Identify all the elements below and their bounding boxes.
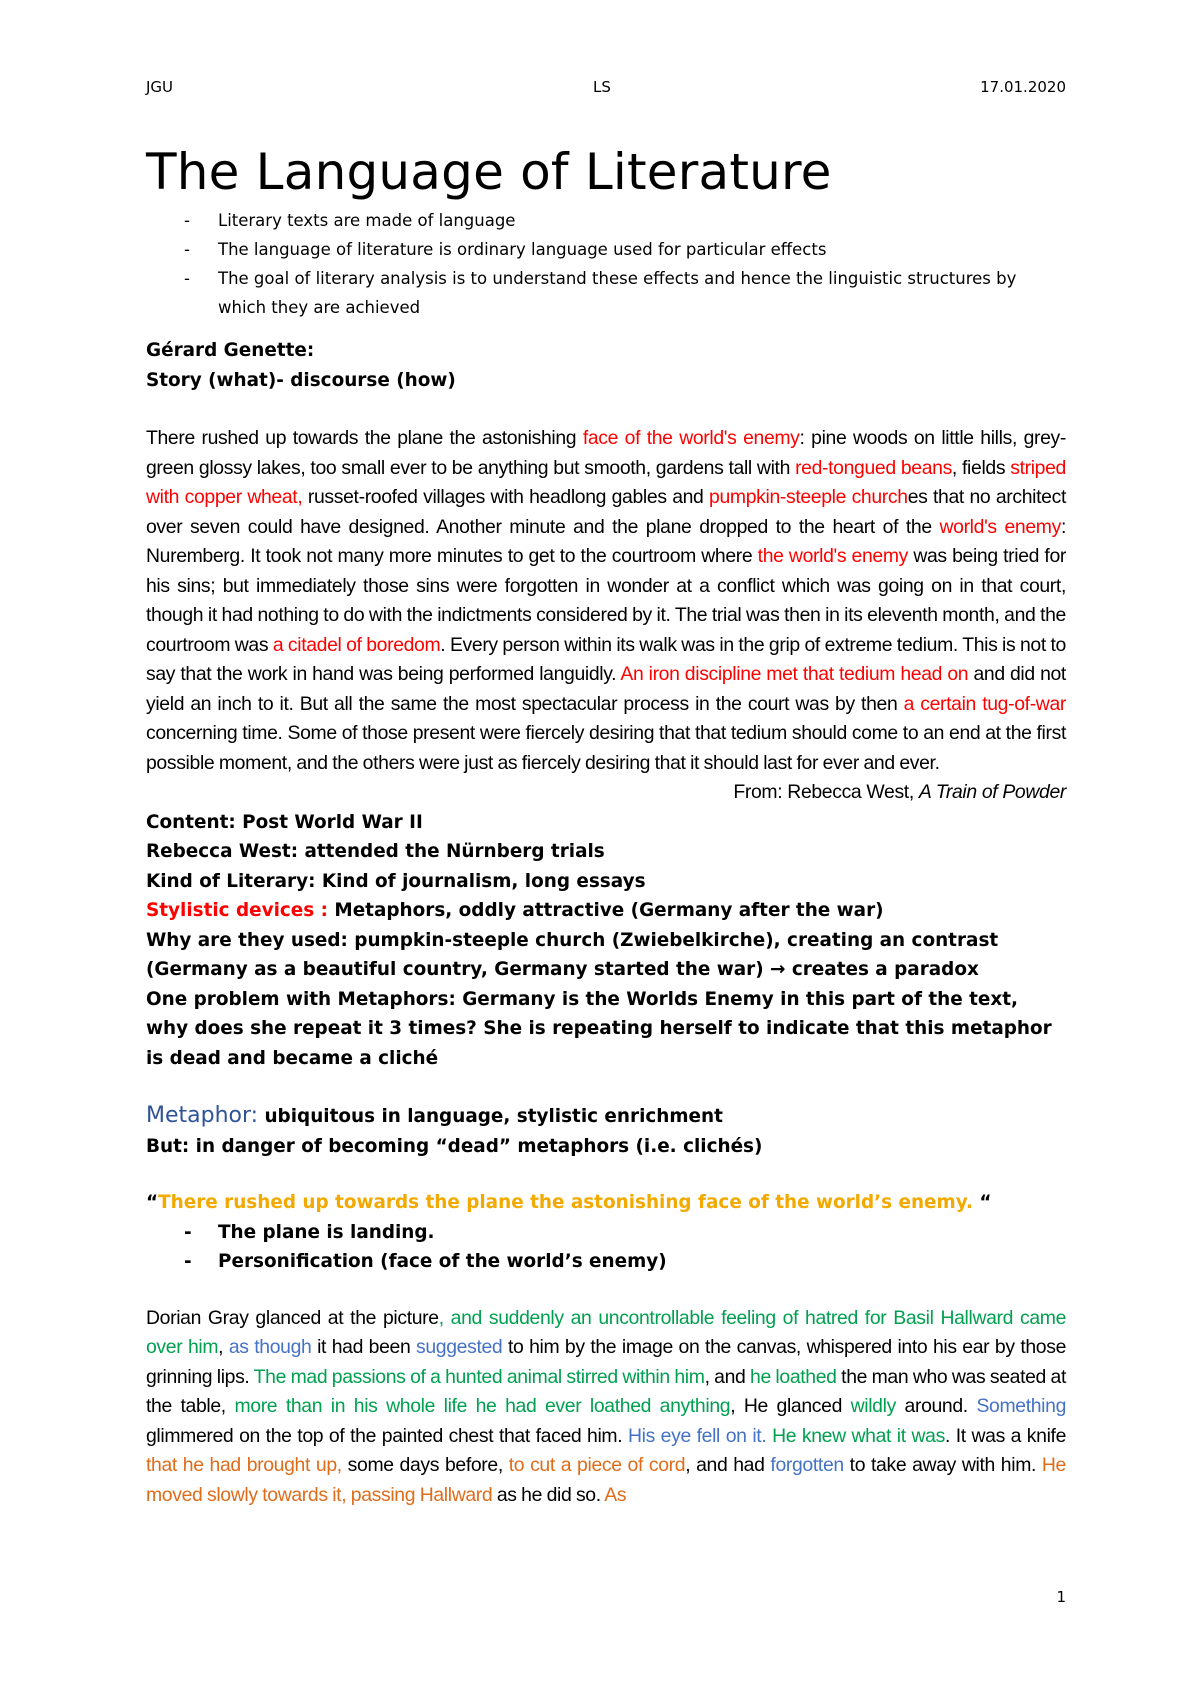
list-item: - Literary texts are made of language [146, 206, 1066, 235]
passage-segment-highlight: The mad passions of a hunted animal stirred within him [253, 1365, 705, 1388]
passage-segment-highlight: world's enemy [939, 515, 1061, 538]
note-why: Why are they used: pumpkin-steeple church (Zwiebelkirche), creating an contrast (Germany as a beautiful country, Germany started the war) [146, 929, 999, 980]
passage-segment: There rushed up towards the plane the astonishing [146, 427, 583, 449]
arrow-icon: → [770, 959, 786, 980]
passage-segment-highlight: he loathed [750, 1365, 837, 1388]
passage-segment-highlight: to cut a piece of cord [508, 1454, 686, 1476]
passage-segment: . It was a knife [944, 1424, 1067, 1447]
passage-segment: to take away with him. [843, 1454, 1042, 1476]
passage-segment-highlight: red-tongued beans [795, 456, 952, 479]
quote-section [146, 1188, 1066, 1277]
note-problem: One problem with Metaphors: Germany is the Worlds Enemy in this part of the text, why does she repeat it 3 times? She is repeating herself to indicate that this metaphor is dead and became a cliché [146, 988, 1052, 1069]
passage-segment: , and had [685, 1454, 771, 1476]
metaphor-section [146, 1101, 1066, 1161]
passage-segment: Dorian Gray glanced at the picture [146, 1306, 439, 1329]
passage-segment-highlight: As [604, 1483, 627, 1506]
passage-segment: concerning time. Some of those present were fiercely desiring that that tedium should come to an end at the first possible moment, and the others were just as fiercely desiring that it should last for ever and ever. [146, 722, 1066, 774]
passage-segment-highlight: forgotten [770, 1454, 844, 1476]
list-item: - Personification (face of the world’s enemy) [146, 1247, 1066, 1277]
passage-segment-highlight: , and suddenly an uncontrollable feeling of hatred for Basil Hallward came over him [146, 1306, 1067, 1358]
document-body [146, 140, 1066, 1510]
passage-segment: glimmered on the top of the painted chest that faced him. [146, 1424, 628, 1447]
passage-segment-highlight: striped with copper wheat, [146, 456, 1066, 508]
genette-name: Gérard Genette: [146, 340, 315, 361]
list-item: - The goal of literary analysis is to understand these effects and hence the linguistic structures by which they are achieved [146, 264, 1066, 322]
passage-segment-highlight: His eye fell on it. [628, 1424, 767, 1447]
passage-dorian [146, 1304, 1066, 1511]
list-item: - The plane is landing. [146, 1218, 1066, 1248]
passage-segment: to him by the image on the canvas, whispered into his ear by those grinning lips. [146, 1336, 1067, 1388]
intro-list [146, 206, 1066, 322]
passage-segment: : pine woods on little hills, grey-green glossy lakes, too small ever to be anything but smooth, gardens tall with [146, 427, 1066, 479]
passage-segment-highlight: that he had brought up, [146, 1454, 342, 1476]
genette-section [146, 336, 1066, 395]
passage-segment: . Every person within its walk was in the grip of extreme tedium. This is not to say that the work in hand was being performed languidly. [146, 633, 1066, 685]
passage-segment-highlight: An iron discipline met that tedium head on [620, 663, 969, 685]
note-kind: Kind of Literary: Kind of journalism, long essays [146, 870, 646, 892]
header-date: 17.01.2020 [980, 78, 1066, 96]
note-why-end: creates a paradox [785, 959, 979, 980]
note-content: Content: Post World War II [146, 811, 423, 833]
passage-segment-highlight: a citadel of boredom [272, 633, 441, 656]
passage-segment: around. [895, 1395, 977, 1417]
quote-points [146, 1218, 1066, 1277]
passage-segment: , and [704, 1365, 751, 1388]
passage-segment: as he did so. [492, 1483, 605, 1506]
passage-segment: russet-roofed villages with headlong gables and [302, 486, 710, 508]
passage-segment: , He glanced [730, 1395, 851, 1417]
metaphor-desc: ubiquitous in language, stylistic enrichment [258, 1106, 723, 1127]
note-west: Rebecca West: attended the Nürnberg trials [146, 841, 605, 862]
header-institution: JGU [146, 78, 174, 96]
quote-text: There rushed up towards the plane the astonishing face of the world’s enemy. [158, 1192, 973, 1213]
passage-segment-highlight: more than in his whole life he had ever loathed anything [234, 1395, 731, 1417]
source-work: A Train of Powder [918, 781, 1066, 803]
note-devices-label: Stylistic devices : [146, 900, 328, 921]
passage-segment: the man who was seated at the table, [146, 1365, 1066, 1417]
source-prefix: From: Rebecca West, [733, 781, 919, 803]
story-discourse: Story (what)- discourse (how) [146, 369, 456, 391]
source-citation [146, 778, 1066, 808]
passage-segment: : Nuremberg. It took not many more minutes to get to the courtroom where [146, 515, 1066, 567]
passage-segment: es that no architect over seven could have designed. Another minute and the plane dropped to the heart of the [146, 486, 1066, 538]
passage-segment: was being tried for his sins; but immediately those sins were forgotten in wonder at a conflict which was going on in that court, though it had nothing to do with the indictments considered by it. The trial was then in its eleventh month, and the courtroom was [146, 545, 1067, 656]
note-devices-text: Metaphors, oddly attractive (Germany after the war) [328, 900, 884, 921]
header-course: LS [593, 78, 611, 96]
passage-segment: , [218, 1336, 229, 1358]
passage-segment-highlight: Something [976, 1395, 1067, 1417]
notes-section [146, 808, 1066, 1074]
metaphor-heading: Metaphor: [146, 1103, 259, 1128]
page-number: 1 [1056, 1588, 1066, 1606]
passage-segment-highlight: pumpkin-steeple church [709, 486, 908, 508]
passage-segment: some days before, [341, 1454, 509, 1476]
passage-segment-highlight: face of the world's enemy [582, 427, 800, 449]
passage-segment-highlight: as though [228, 1336, 312, 1358]
passage-west [146, 424, 1066, 778]
quote-close: “ [972, 1192, 992, 1213]
passage-segment: , fields [951, 456, 1011, 479]
passage-segment-highlight: suggested [416, 1336, 503, 1358]
page-title: The Language of Literature [146, 143, 832, 201]
passage-segment-highlight: the world's enemy [757, 545, 908, 567]
passage-segment-highlight: He knew what it was [772, 1424, 945, 1447]
passage-segment-highlight: wildly [850, 1395, 896, 1417]
passage-segment: it had been [311, 1336, 417, 1358]
metaphor-danger: But: in danger of becoming “dead” metaphors (i.e. clichés) [146, 1135, 763, 1157]
passage-segment: and did not yield an inch to it. But all the same the most spectacular process in the court was by then [146, 663, 1066, 715]
passage-segment-highlight: a certain tug-of-war [903, 692, 1066, 715]
passage-segment-highlight: He moved slowly towards it, passing Hallward [146, 1454, 1066, 1506]
quote-open: “ [146, 1192, 159, 1213]
list-item: - The language of literature is ordinary language used for particular effects [146, 235, 1066, 264]
